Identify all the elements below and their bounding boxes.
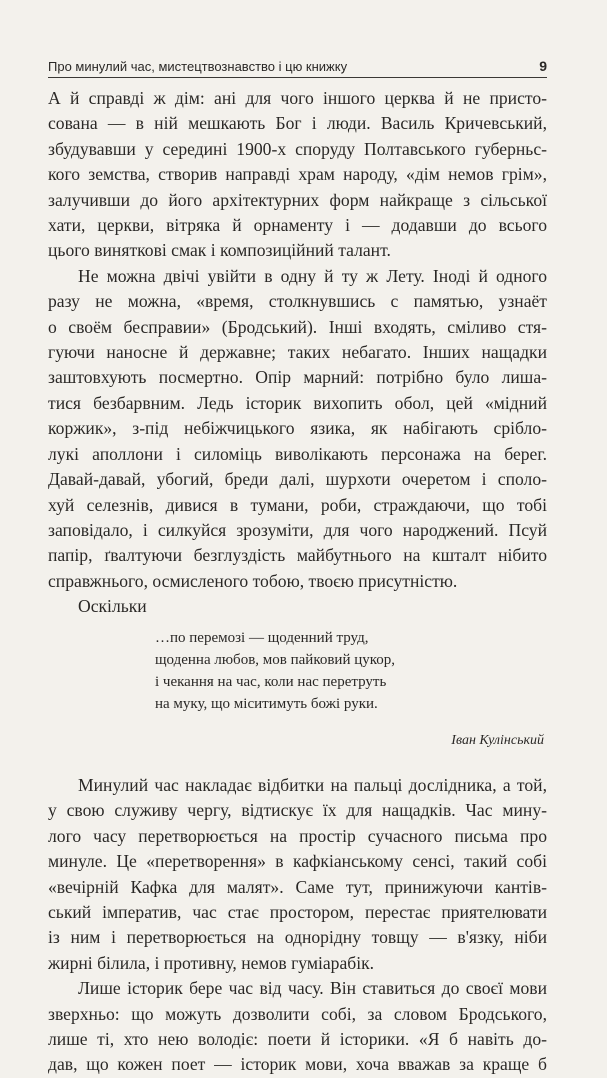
text-line: залучивши до його архітектурних форм найкраще з сільської bbox=[48, 189, 547, 210]
text-line: лукі аполлони і силоміць виволікають персонажа на берег. bbox=[48, 443, 547, 464]
text-line: Давай-давай, убогий, бреди далі, шурхоти очеретом і споло- bbox=[48, 469, 547, 490]
body-text bbox=[48, 86, 547, 1078]
text-line: «вечірній Кафка для малят». Саме тут, принижуючи кантів- bbox=[48, 876, 547, 897]
text-line: хати, церкви, вітряка й орнаменту і — додавши до всього bbox=[48, 215, 547, 236]
text-line: тися безбарвним. Ледь історик вихопить обол, цей «мідний bbox=[48, 392, 547, 413]
poem-line: і чекання на час, коли нас перетруть bbox=[155, 673, 387, 690]
poem-quote bbox=[155, 627, 547, 715]
text-line: цього виняткові смак і композиційний талант. bbox=[48, 240, 391, 261]
running-title: Про минулий час, мистецтвознавство і цю книжку bbox=[48, 59, 348, 74]
poem-line: на муку, що міситимуть божі руки. bbox=[155, 695, 378, 712]
text-line: ський імператив, час стає простором, перестає приятелювати bbox=[48, 901, 547, 922]
text-line: зверхньо: що можуть дозволити собі, за словом Бродського, bbox=[48, 1003, 547, 1024]
page-number: 9 bbox=[539, 58, 547, 74]
poem-line: …по перемозі — щоденний труд, bbox=[155, 629, 369, 646]
text-line: заштовхують посмертно. Опір марний: потрібно було лиша- bbox=[48, 367, 547, 388]
text-line: А й справді ж дім: ані для чого іншого церква й не присто- bbox=[48, 88, 547, 108]
text-line: сована — в ній мешкають Бог і люди. Василь Кричевський, bbox=[48, 113, 547, 134]
text-line: папір, ґвалтуючи безглуздість майбутнього на кшталт нібито bbox=[48, 545, 547, 566]
text-line: Оскільки bbox=[78, 596, 147, 617]
text-line: дав, що кожен поет — історик мови, хоча вважав за краще б bbox=[48, 1054, 547, 1075]
text-line: Минулий час накладає відбитки на пальці дослідника, а той, bbox=[78, 774, 547, 795]
text-line: збудувавши у середині 1900-х споруду Полтавського губерньс- bbox=[48, 138, 547, 159]
text-line: хуй селезнів, дивися в тумани, роби, страждаючи, що тобі bbox=[48, 494, 547, 515]
text-line: лише ті, хто нею володіє: поети й історики. «Я б навіть до- bbox=[48, 1029, 547, 1049]
text-line: разу не можна, «время, столкнувшись с памятью, узнаёт bbox=[48, 291, 547, 312]
text-line: лого часу перетворюється на простір сучасного письма про bbox=[48, 825, 547, 846]
text-line: заповідало, і силкуйся зрозуміти, для чого народжений. Псуй bbox=[48, 519, 547, 540]
text-line: у свою служиву чергу, відтискує їх для нащадків. Час мину- bbox=[48, 800, 547, 821]
text-line: коржик», з-під небіжчицького язика, як набігають срібло- bbox=[48, 418, 547, 439]
text-line: гуючи наносне й державне; таких небагато. Інших нащадки bbox=[48, 342, 547, 363]
text-line: із ним і перетворюється на однорідну товщу — в'язку, ніби bbox=[48, 927, 547, 948]
text-line: Не можна двічі увійти в одну й ту ж Лету. Іноді й одного bbox=[78, 265, 547, 286]
text-line: Лише історик бере час від часу. Він ставиться до своєї мови bbox=[78, 978, 547, 999]
poem-line: щоденна любов, мов пайковий цукор, bbox=[155, 651, 396, 668]
text-line: жирні білила, і противну, немов гуміарабік. bbox=[48, 952, 375, 973]
text-line: кого земства, створив направді храм народу, «дім немов грім», bbox=[48, 164, 547, 185]
running-header bbox=[48, 52, 547, 78]
poem-author: Іван Кулінський bbox=[451, 732, 544, 748]
text-line: минуле. Це «перетворення» в кафкіанському сенсі, такий собі bbox=[48, 851, 547, 872]
text-line: справжнього, осмисленого тобою, твоєю присутністю. bbox=[48, 570, 458, 591]
text-line: о своём бесправии» (Бродський). Інші входять, сміливо стя- bbox=[48, 316, 547, 337]
